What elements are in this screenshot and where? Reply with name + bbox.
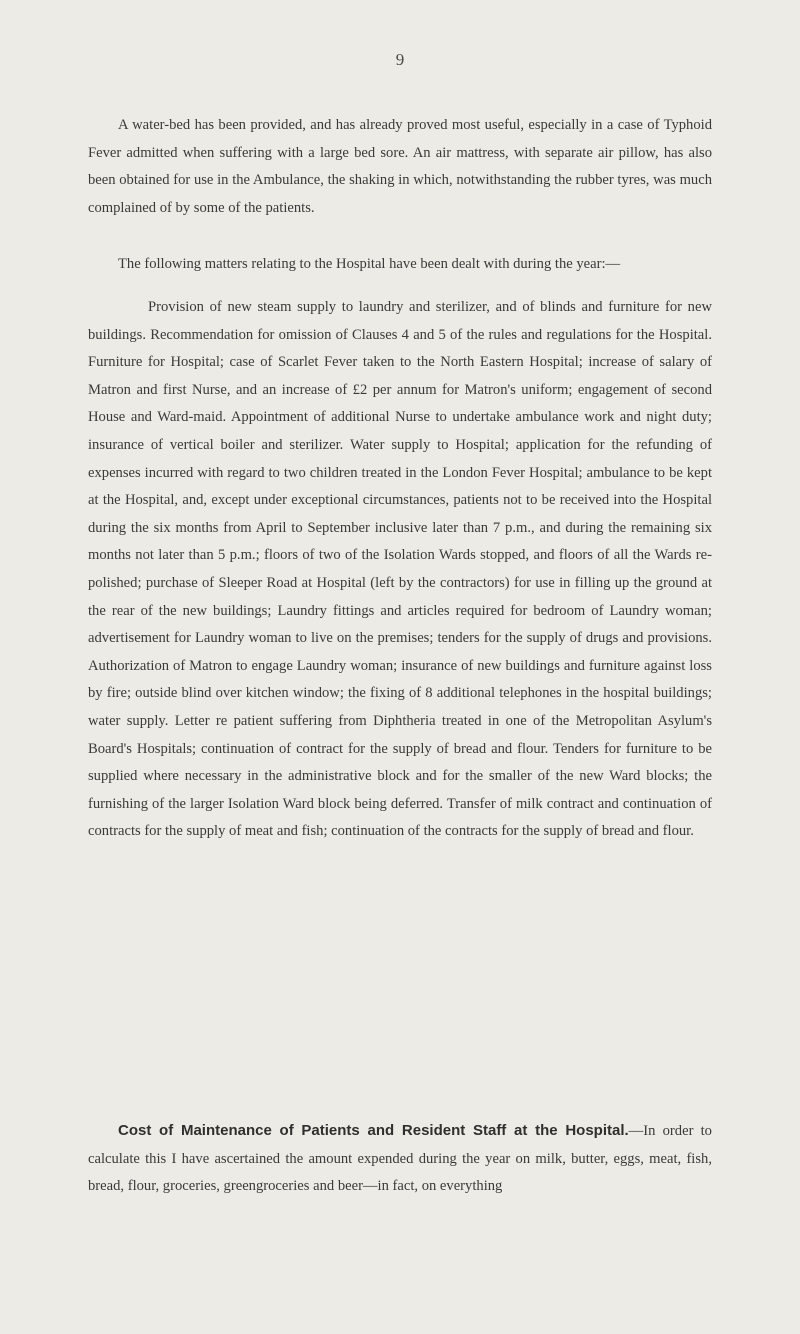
page-number: 9 (395, 50, 405, 69)
paragraph-matters-intro: The following matters relating to the Hospital have been dealt with during the year:— (118, 256, 621, 272)
paragraph-cost-of-maintenance (88, 1117, 712, 1201)
section-body-text: —In order to calculate this I have ascertained the amount expended during the year on milk, butter, eggs, meat, fish, bread, flour, groceries, greengroceries and beer—in fact, on everything (88, 1123, 712, 1195)
paragraph-water-bed: A water-bed has been provided, and has already proved most useful, especially in a case of Typhoid Fever admitted when suffering with a large bed sore. An air mattress, with separate air pillow, has also been obtained for use in the Ambulance, the shaking in which, notwithstanding the rubber tyres, was much complained of by some of the patients. (88, 117, 712, 216)
section-heading: Cost of Maintenance of Patients and Resident Staff at the Hospital. (118, 1122, 629, 1139)
paragraph-matters-list: Provision of new steam supply to laundry and sterilizer, and of blinds and furniture for new buildings. Recommendation for omission of Clauses 4 and 5 of the rules and regulations for the Hospital. Furniture for Hospital; case of Scarlet Fever taken to the North Eastern Hospital; increase of salary of Matron and first Nurse, and an increase of £2 per annum for Matron's uniform; engagement of second House and Ward-maid. Appointment of additional Nurse to undertake ambulance work and night duty; insurance of vertical boiler and sterilizer. Water supply to Hospital; application for the refunding of expenses incurred with regard to two children treated in the London Fever Hospital; ambulance to be kept at the Hospital, and, except under exceptional circumstances, patients not to be received into the Hospital during the six months from April to September inclusive later than 7 p.m., and during the remaining six months not later than 5 p.m.; floors of two of the Isolation Wards stopped, and floors of all the Wards re-polished; purchase of Sleeper Road at Hospital (left by the contractors) for use in filling up the ground at the rear of the new buildings; Laundry fittings and articles required for bedroom of Laundry woman; advertisement for Laundry woman to live on the premises; tenders for the supply of drugs and provisions. Authorization of Matron to engage Laundry woman; insurance of new buildings and furniture against loss by fire; outside blind over kitchen window; the fixing of 8 additional telephones in the hospital buildings; water supply. Letter re patient suffering from Diphtheria treated in one of the Metropolitan Asylum's Board's Hospitals; continuation of contract for the supply of bread and flour. Tenders for furniture to be supplied where necessary in the administrative block and for the smaller of the new Ward blocks; the furnishing of the larger Isolation Ward block being deferred. Transfer of milk contract and continuation of contracts for the supply of meat and fish; continuation of the contracts for the supply of bread and flour. (88, 299, 712, 840)
